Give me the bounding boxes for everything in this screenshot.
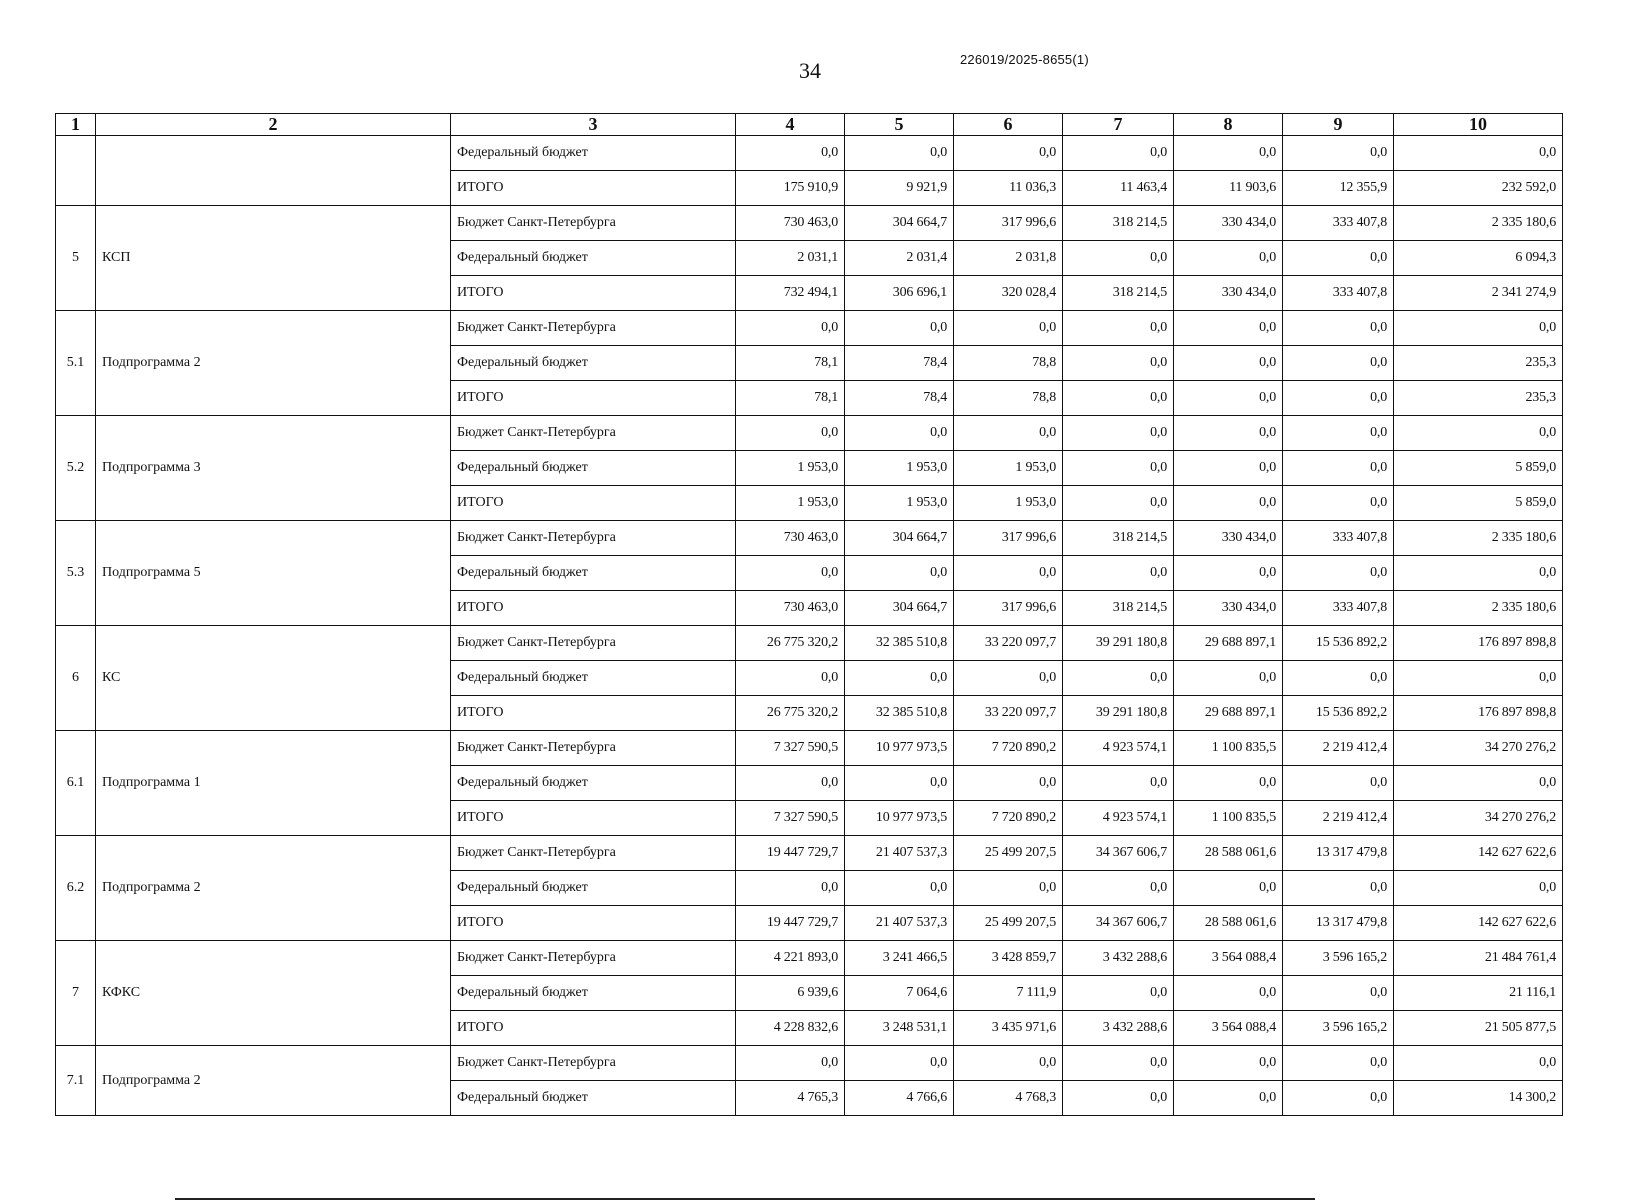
value-cell: 0,0 xyxy=(845,661,954,696)
value-cell: 0,0 xyxy=(1394,311,1563,346)
value-cell: 0,0 xyxy=(1063,136,1174,171)
column-header: 4 xyxy=(736,114,845,136)
value-cell: 21 407 537,3 xyxy=(845,906,954,941)
value-cell: 0,0 xyxy=(1174,661,1283,696)
row-number-cell: 6.1 xyxy=(56,731,96,836)
budget-table xyxy=(55,113,1563,1116)
value-cell: 0,0 xyxy=(1174,381,1283,416)
funding-source-cell: Федеральный бюджет xyxy=(451,766,736,801)
value-cell: 3 596 165,2 xyxy=(1283,941,1394,976)
value-cell: 0,0 xyxy=(954,766,1063,801)
value-cell: 2 335 180,6 xyxy=(1394,521,1563,556)
value-cell: 0,0 xyxy=(736,311,845,346)
value-cell: 0,0 xyxy=(1394,1046,1563,1081)
value-cell: 142 627 622,6 xyxy=(1394,836,1563,871)
value-cell: 0,0 xyxy=(1063,416,1174,451)
value-cell: 0,0 xyxy=(954,136,1063,171)
value-cell: 33 220 097,7 xyxy=(954,626,1063,661)
program-name-cell: Подпрограмма 2 xyxy=(96,1046,451,1116)
value-cell: 19 447 729,7 xyxy=(736,906,845,941)
value-cell: 0,0 xyxy=(1283,976,1394,1011)
value-cell: 0,0 xyxy=(1283,486,1394,521)
row-number-cell: 6 xyxy=(56,626,96,731)
value-cell: 1 100 835,5 xyxy=(1174,801,1283,836)
table-row xyxy=(56,416,1563,451)
value-cell: 732 494,1 xyxy=(736,276,845,311)
program-name-cell: КСП xyxy=(96,206,451,311)
program-name-cell: Подпрограмма 2 xyxy=(96,311,451,416)
value-cell: 2 335 180,6 xyxy=(1394,591,1563,626)
funding-source-cell: Бюджет Санкт-Петербурга xyxy=(451,1046,736,1081)
value-cell: 10 977 973,5 xyxy=(845,801,954,836)
value-cell: 0,0 xyxy=(845,311,954,346)
value-cell: 0,0 xyxy=(1063,451,1174,486)
value-cell: 0,0 xyxy=(1283,871,1394,906)
value-cell: 0,0 xyxy=(1174,1081,1283,1116)
funding-source-cell: Федеральный бюджет xyxy=(451,871,736,906)
value-cell: 0,0 xyxy=(1063,871,1174,906)
value-cell: 317 996,6 xyxy=(954,591,1063,626)
value-cell: 0,0 xyxy=(1063,241,1174,276)
value-cell: 0,0 xyxy=(1283,1081,1394,1116)
value-cell: 330 434,0 xyxy=(1174,521,1283,556)
value-cell: 0,0 xyxy=(1283,661,1394,696)
value-cell: 1 953,0 xyxy=(845,451,954,486)
value-cell: 0,0 xyxy=(736,1046,845,1081)
value-cell: 7 720 890,2 xyxy=(954,801,1063,836)
value-cell: 304 664,7 xyxy=(845,521,954,556)
value-cell: 318 214,5 xyxy=(1063,276,1174,311)
value-cell: 26 775 320,2 xyxy=(736,696,845,731)
value-cell: 28 588 061,6 xyxy=(1174,836,1283,871)
funding-source-cell: Федеральный бюджет xyxy=(451,1081,736,1116)
value-cell: 3 432 288,6 xyxy=(1063,941,1174,976)
header-row xyxy=(56,114,1563,136)
funding-source-cell: Федеральный бюджет xyxy=(451,976,736,1011)
value-cell: 0,0 xyxy=(1394,766,1563,801)
value-cell: 176 897 898,8 xyxy=(1394,626,1563,661)
value-cell: 7 720 890,2 xyxy=(954,731,1063,766)
program-name-cell: Подпрограмма 3 xyxy=(96,416,451,521)
value-cell: 29 688 897,1 xyxy=(1174,626,1283,661)
funding-source-cell: Федеральный бюджет xyxy=(451,136,736,171)
value-cell: 11 463,4 xyxy=(1063,171,1174,206)
value-cell: 0,0 xyxy=(845,871,954,906)
row-number-cell: 5.2 xyxy=(56,416,96,521)
value-cell: 232 592,0 xyxy=(1394,171,1563,206)
value-cell: 333 407,8 xyxy=(1283,521,1394,556)
value-cell: 2 031,1 xyxy=(736,241,845,276)
value-cell: 13 317 479,8 xyxy=(1283,836,1394,871)
value-cell: 0,0 xyxy=(1063,311,1174,346)
value-cell: 0,0 xyxy=(845,766,954,801)
value-cell: 0,0 xyxy=(954,311,1063,346)
value-cell: 2 219 412,4 xyxy=(1283,731,1394,766)
value-cell: 0,0 xyxy=(954,556,1063,591)
funding-source-cell: Бюджет Санкт-Петербурга xyxy=(451,311,736,346)
value-cell: 730 463,0 xyxy=(736,206,845,241)
funding-source-cell: Федеральный бюджет xyxy=(451,661,736,696)
program-name-cell xyxy=(96,136,451,206)
value-cell: 0,0 xyxy=(1394,416,1563,451)
row-number-cell: 6.2 xyxy=(56,836,96,941)
row-number-cell: 7.1 xyxy=(56,1046,96,1116)
value-cell: 3 241 466,5 xyxy=(845,941,954,976)
program-name-cell: КС xyxy=(96,626,451,731)
funding-source-cell: Бюджет Санкт-Петербурга xyxy=(451,836,736,871)
column-header: 5 xyxy=(845,114,954,136)
value-cell: 0,0 xyxy=(1394,871,1563,906)
page-number: 34 xyxy=(799,58,821,83)
funding-source-cell: Бюджет Санкт-Петербурга xyxy=(451,941,736,976)
value-cell: 4 221 893,0 xyxy=(736,941,845,976)
value-cell: 333 407,8 xyxy=(1283,591,1394,626)
value-cell: 0,0 xyxy=(1283,311,1394,346)
program-name-cell: КФКС xyxy=(96,941,451,1046)
value-cell: 15 536 892,2 xyxy=(1283,626,1394,661)
value-cell: 0,0 xyxy=(1174,451,1283,486)
value-cell: 2 341 274,9 xyxy=(1394,276,1563,311)
value-cell: 0,0 xyxy=(1174,556,1283,591)
value-cell: 730 463,0 xyxy=(736,521,845,556)
value-cell: 25 499 207,5 xyxy=(954,836,1063,871)
value-cell: 21 116,1 xyxy=(1394,976,1563,1011)
funding-source-cell: ИТОГО xyxy=(451,801,736,836)
value-cell: 78,1 xyxy=(736,346,845,381)
value-cell: 7 327 590,5 xyxy=(736,731,845,766)
row-number-cell: 7 xyxy=(56,941,96,1046)
funding-source-cell: ИТОГО xyxy=(451,171,736,206)
value-cell: 6 939,6 xyxy=(736,976,845,1011)
value-cell: 142 627 622,6 xyxy=(1394,906,1563,941)
value-cell: 0,0 xyxy=(954,871,1063,906)
value-cell: 3 435 971,6 xyxy=(954,1011,1063,1046)
column-header: 10 xyxy=(1394,114,1563,136)
value-cell: 304 664,7 xyxy=(845,591,954,626)
row-number-cell: 5.1 xyxy=(56,311,96,416)
value-cell: 0,0 xyxy=(1063,486,1174,521)
value-cell: 3 564 088,4 xyxy=(1174,941,1283,976)
program-name-cell: Подпрограмма 2 xyxy=(96,836,451,941)
value-cell: 78,8 xyxy=(954,381,1063,416)
value-cell: 0,0 xyxy=(1174,311,1283,346)
value-cell: 10 977 973,5 xyxy=(845,731,954,766)
value-cell: 320 028,4 xyxy=(954,276,1063,311)
value-cell: 28 588 061,6 xyxy=(1174,906,1283,941)
value-cell: 235,3 xyxy=(1394,381,1563,416)
value-cell: 4 923 574,1 xyxy=(1063,731,1174,766)
table-row xyxy=(56,521,1563,556)
value-cell: 4 228 832,6 xyxy=(736,1011,845,1046)
value-cell: 1 953,0 xyxy=(954,486,1063,521)
column-header: 3 xyxy=(451,114,736,136)
funding-source-cell: Федеральный бюджет xyxy=(451,346,736,381)
value-cell: 21 505 877,5 xyxy=(1394,1011,1563,1046)
value-cell: 175 910,9 xyxy=(736,171,845,206)
funding-source-cell: Федеральный бюджет xyxy=(451,241,736,276)
value-cell: 2 219 412,4 xyxy=(1283,801,1394,836)
value-cell: 5 859,0 xyxy=(1394,486,1563,521)
value-cell: 0,0 xyxy=(1174,1046,1283,1081)
program-name-cell: Подпрограмма 1 xyxy=(96,731,451,836)
value-cell: 317 996,6 xyxy=(954,521,1063,556)
value-cell: 1 953,0 xyxy=(954,451,1063,486)
funding-source-cell: ИТОГО xyxy=(451,696,736,731)
value-cell: 0,0 xyxy=(954,661,1063,696)
value-cell: 317 996,6 xyxy=(954,206,1063,241)
value-cell: 330 434,0 xyxy=(1174,276,1283,311)
value-cell: 3 596 165,2 xyxy=(1283,1011,1394,1046)
value-cell: 78,4 xyxy=(845,381,954,416)
value-cell: 11 903,6 xyxy=(1174,171,1283,206)
value-cell: 34 367 606,7 xyxy=(1063,906,1174,941)
value-cell: 0,0 xyxy=(736,416,845,451)
value-cell: 0,0 xyxy=(736,766,845,801)
funding-source-cell: ИТОГО xyxy=(451,1011,736,1046)
value-cell: 0,0 xyxy=(1174,976,1283,1011)
program-name-cell: Подпрограмма 5 xyxy=(96,521,451,626)
value-cell: 0,0 xyxy=(954,1046,1063,1081)
value-cell: 7 064,6 xyxy=(845,976,954,1011)
value-cell: 0,0 xyxy=(1063,346,1174,381)
value-cell: 0,0 xyxy=(1283,136,1394,171)
value-cell: 21 407 537,3 xyxy=(845,836,954,871)
value-cell: 0,0 xyxy=(1283,416,1394,451)
value-cell: 4 765,3 xyxy=(736,1081,845,1116)
funding-source-cell: Федеральный бюджет xyxy=(451,451,736,486)
value-cell: 0,0 xyxy=(845,556,954,591)
value-cell: 0,0 xyxy=(1063,976,1174,1011)
value-cell: 13 317 479,8 xyxy=(1283,906,1394,941)
table-row xyxy=(56,731,1563,766)
funding-source-cell: Бюджет Санкт-Петербурга xyxy=(451,206,736,241)
value-cell: 333 407,8 xyxy=(1283,276,1394,311)
value-cell: 2 031,8 xyxy=(954,241,1063,276)
value-cell: 12 355,9 xyxy=(1283,171,1394,206)
value-cell: 1 953,0 xyxy=(845,486,954,521)
value-cell: 4 768,3 xyxy=(954,1081,1063,1116)
column-header: 6 xyxy=(954,114,1063,136)
table-row xyxy=(56,206,1563,241)
value-cell: 34 367 606,7 xyxy=(1063,836,1174,871)
value-cell: 29 688 897,1 xyxy=(1174,696,1283,731)
value-cell: 0,0 xyxy=(1174,346,1283,381)
value-cell: 0,0 xyxy=(1394,136,1563,171)
value-cell: 0,0 xyxy=(845,1046,954,1081)
value-cell: 0,0 xyxy=(954,416,1063,451)
value-cell: 1 953,0 xyxy=(736,451,845,486)
column-header: 1 xyxy=(56,114,96,136)
value-cell: 0,0 xyxy=(845,136,954,171)
value-cell: 78,4 xyxy=(845,346,954,381)
value-cell: 0,0 xyxy=(1283,766,1394,801)
value-cell: 0,0 xyxy=(1174,486,1283,521)
value-cell: 3 248 531,1 xyxy=(845,1011,954,1046)
funding-source-cell: ИТОГО xyxy=(451,276,736,311)
funding-source-cell: ИТОГО xyxy=(451,486,736,521)
column-header: 9 xyxy=(1283,114,1394,136)
table-row xyxy=(56,311,1563,346)
table-row xyxy=(56,836,1563,871)
value-cell: 78,8 xyxy=(954,346,1063,381)
value-cell: 34 270 276,2 xyxy=(1394,731,1563,766)
value-cell: 6 094,3 xyxy=(1394,241,1563,276)
value-cell: 4 766,6 xyxy=(845,1081,954,1116)
value-cell: 21 484 761,4 xyxy=(1394,941,1563,976)
value-cell: 1 100 835,5 xyxy=(1174,731,1283,766)
value-cell: 7 327 590,5 xyxy=(736,801,845,836)
value-cell: 4 923 574,1 xyxy=(1063,801,1174,836)
funding-source-cell: ИТОГО xyxy=(451,906,736,941)
value-cell: 0,0 xyxy=(1283,556,1394,591)
value-cell: 0,0 xyxy=(1174,416,1283,451)
funding-source-cell: Федеральный бюджет xyxy=(451,556,736,591)
value-cell: 39 291 180,8 xyxy=(1063,626,1174,661)
value-cell: 176 897 898,8 xyxy=(1394,696,1563,731)
value-cell: 0,0 xyxy=(1063,766,1174,801)
value-cell: 19 447 729,7 xyxy=(736,836,845,871)
value-cell: 14 300,2 xyxy=(1394,1081,1563,1116)
table-row xyxy=(56,136,1563,171)
value-cell: 15 536 892,2 xyxy=(1283,696,1394,731)
value-cell: 304 664,7 xyxy=(845,206,954,241)
value-cell: 0,0 xyxy=(1174,871,1283,906)
value-cell: 0,0 xyxy=(1283,451,1394,486)
column-header: 8 xyxy=(1174,114,1283,136)
row-number-cell: 5 xyxy=(56,206,96,311)
value-cell: 0,0 xyxy=(1063,556,1174,591)
value-cell: 333 407,8 xyxy=(1283,206,1394,241)
value-cell: 0,0 xyxy=(845,416,954,451)
funding-source-cell: Бюджет Санкт-Петербурга xyxy=(451,626,736,661)
value-cell: 34 270 276,2 xyxy=(1394,801,1563,836)
value-cell: 0,0 xyxy=(1174,136,1283,171)
value-cell: 5 859,0 xyxy=(1394,451,1563,486)
value-cell: 2 031,4 xyxy=(845,241,954,276)
value-cell: 0,0 xyxy=(736,871,845,906)
value-cell: 0,0 xyxy=(1063,1081,1174,1116)
funding-source-cell: ИТОГО xyxy=(451,381,736,416)
value-cell: 0,0 xyxy=(1063,381,1174,416)
value-cell: 2 335 180,6 xyxy=(1394,206,1563,241)
value-cell: 0,0 xyxy=(736,136,845,171)
value-cell: 0,0 xyxy=(736,556,845,591)
table-row xyxy=(56,941,1563,976)
value-cell: 0,0 xyxy=(1394,556,1563,591)
value-cell: 318 214,5 xyxy=(1063,521,1174,556)
value-cell: 33 220 097,7 xyxy=(954,696,1063,731)
value-cell: 0,0 xyxy=(1283,1046,1394,1081)
value-cell: 235,3 xyxy=(1394,346,1563,381)
value-cell: 306 696,1 xyxy=(845,276,954,311)
value-cell: 0,0 xyxy=(1174,766,1283,801)
value-cell: 39 291 180,8 xyxy=(1063,696,1174,731)
value-cell: 0,0 xyxy=(1063,1046,1174,1081)
value-cell: 3 428 859,7 xyxy=(954,941,1063,976)
row-number-cell: 5.3 xyxy=(56,521,96,626)
value-cell: 0,0 xyxy=(1394,661,1563,696)
value-cell: 330 434,0 xyxy=(1174,206,1283,241)
value-cell: 318 214,5 xyxy=(1063,591,1174,626)
column-header: 2 xyxy=(96,114,451,136)
funding-source-cell: Бюджет Санкт-Петербурга xyxy=(451,731,736,766)
value-cell: 11 036,3 xyxy=(954,171,1063,206)
value-cell: 26 775 320,2 xyxy=(736,626,845,661)
value-cell: 78,1 xyxy=(736,381,845,416)
document-id: 226019/2025-8655(1) xyxy=(960,52,1089,67)
table-row xyxy=(56,626,1563,661)
value-cell: 0,0 xyxy=(1174,241,1283,276)
value-cell: 318 214,5 xyxy=(1063,206,1174,241)
value-cell: 3 564 088,4 xyxy=(1174,1011,1283,1046)
value-cell: 7 111,9 xyxy=(954,976,1063,1011)
value-cell: 32 385 510,8 xyxy=(845,696,954,731)
value-cell: 330 434,0 xyxy=(1174,591,1283,626)
row-number-cell xyxy=(56,136,96,206)
value-cell: 0,0 xyxy=(1283,346,1394,381)
funding-source-cell: Бюджет Санкт-Петербурга xyxy=(451,416,736,451)
column-header: 7 xyxy=(1063,114,1174,136)
value-cell: 1 953,0 xyxy=(736,486,845,521)
value-cell: 0,0 xyxy=(736,661,845,696)
value-cell: 0,0 xyxy=(1063,661,1174,696)
value-cell: 25 499 207,5 xyxy=(954,906,1063,941)
value-cell: 730 463,0 xyxy=(736,591,845,626)
value-cell: 0,0 xyxy=(1283,381,1394,416)
value-cell: 9 921,9 xyxy=(845,171,954,206)
table-body xyxy=(56,136,1563,1116)
funding-source-cell: Бюджет Санкт-Петербурга xyxy=(451,521,736,556)
value-cell: 0,0 xyxy=(1283,241,1394,276)
value-cell: 32 385 510,8 xyxy=(845,626,954,661)
funding-source-cell: ИТОГО xyxy=(451,591,736,626)
table-row xyxy=(56,1046,1563,1081)
value-cell: 3 432 288,6 xyxy=(1063,1011,1174,1046)
